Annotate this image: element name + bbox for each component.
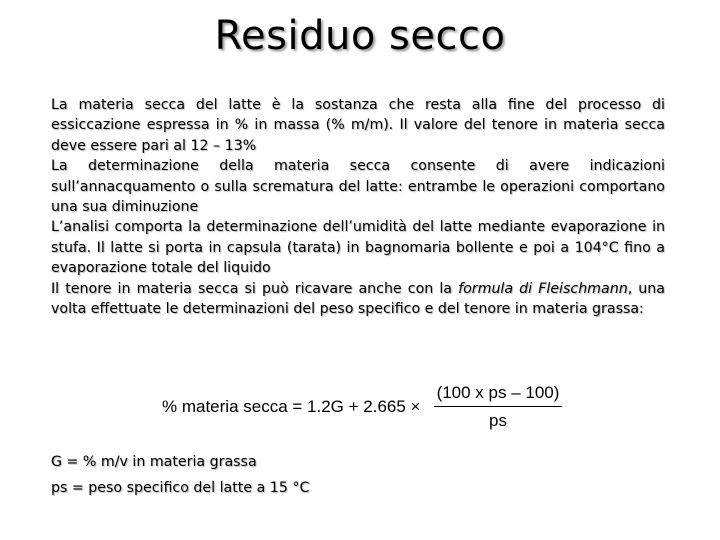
paragraph-fleischmann — [51, 279, 665, 320]
paragraph-definition: La materia secca del latte è la sostanza che resta alla fine del processo di essiccazione espressa in % in massa (% m/m). Il valore del tenore in materia secca deve essere pari al 12 – 13% — [51, 97, 665, 154]
legend-ps: ps = peso specifico del latte a 15 °C — [51, 480, 310, 496]
formula-fraction — [434, 382, 562, 431]
paragraph-purpose: La determinazione della materia secca consente di avere indicazioni sull’annacquamento o sulla scrematura del latte: entrambe le operazioni comportano una sua diminuzione — [51, 158, 665, 216]
formula-denominator: ps — [489, 411, 507, 430]
formula-legend — [51, 449, 309, 501]
body-text — [51, 95, 665, 319]
formula-left-side: % materia secca = 1.2G + 2.665 × — [162, 397, 421, 416]
slide-title: Residuo secco — [214, 13, 506, 59]
fleischmann-text-before: Il tenore in materia secca si può ricavare anche con la — [51, 280, 459, 297]
fleischmann-formula-name: formula di Fleischmann — [458, 280, 628, 297]
fleischmann-formula — [162, 382, 582, 434]
fraction-bar — [434, 406, 562, 407]
fleischmann-text-after: , una volta effettuate le determinazioni del peso specifico e del tenore in materia grassa: — [51, 280, 665, 318]
legend-g: G = % m/v in materia grassa — [51, 454, 257, 470]
paragraph-procedure: L’analisi comporta la determinazione dell’umidità del latte mediante evaporazione in stufa. Il latte si porta in capsula (tarata) in bagnomaria bollente e poi a 104°C fino a evaporazione totale del liquido — [51, 219, 665, 277]
formula-numerator: (100 x ps – 100) — [436, 383, 560, 402]
